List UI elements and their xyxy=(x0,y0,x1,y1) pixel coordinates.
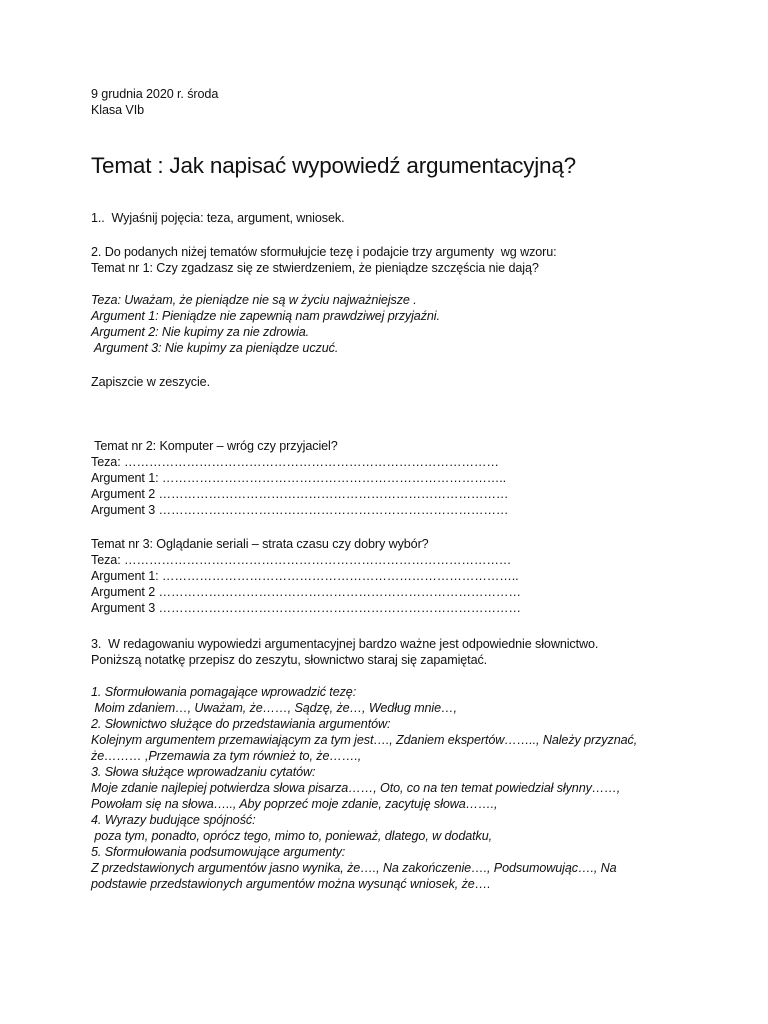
note-heading-5: 5. Sformułowania podsumowujące argumenty: xyxy=(91,845,346,859)
topic-3-title: Temat nr 3: Oglądanie seriali – strata czasu czy dobry wybór? xyxy=(91,537,429,551)
example-argument-1: Argument 1: Pieniądze nie zapewnią nam prawdziwej przyjaźni. xyxy=(91,309,440,323)
task-3-intro-line-2: Poniższą notatkę przepisz do zeszytu, słownictwo staraj się zapamiętać. xyxy=(91,653,488,667)
topic-2-title: Temat nr 2: Komputer – wróg czy przyjaciel? xyxy=(91,439,338,453)
note-heading-2: 2. Słownictwo służące do przedstawiania argumentów: xyxy=(91,717,391,731)
note-line: Kolejnym argumentem przemawiającym za tym jest…., Zdaniem ekspertów…….., Należy przyznać, xyxy=(91,733,638,747)
task-2-intro: 2. Do podanych niżej tematów sformułujcie tezę i podajcie trzy argumenty wg wzoru: xyxy=(91,245,557,259)
topic-2-argument-1-line: Argument 1: ……………………………………………………………………….. xyxy=(91,471,507,485)
note-line: Moim zdaniem…, Uważam, że……, Sądzę, że…, Według mnie…, xyxy=(91,701,457,715)
topic-2-thesis-line: Teza: ……………………………………………………………………………… xyxy=(91,455,499,469)
topic-3-argument-2-line: Argument 2 …………………………………………………………………………… xyxy=(91,585,521,599)
topic-1-title: Temat nr 1: Czy zgadzasz się ze stwierdzeniem, że pieniądze szczęścia nie dają? xyxy=(91,261,539,275)
page-title: Temat : Jak napisać wypowiedź argumentacyjną? xyxy=(91,153,577,178)
task-1: 1.. Wyjaśnij pojęcia: teza, argument, wniosek. xyxy=(91,211,345,225)
topic-2-argument-3-line: Argument 3 ………………………………………………………………………… xyxy=(91,503,509,517)
example-thesis: Teza: Uważam, że pieniądze nie są w życiu najważniejsze . xyxy=(91,293,417,307)
note-heading-3: 3. Słowa służące wprowadzaniu cytatów: xyxy=(91,765,316,779)
example-argument-2: Argument 2: Nie kupimy za nie zdrowia. xyxy=(91,325,310,339)
note-heading-4: 4. Wyrazy budujące spójność: xyxy=(91,813,256,827)
topic-2-argument-2-line: Argument 2 ………………………………………………………………………… xyxy=(91,487,509,501)
note-line: podstawie przedstawionych argumentów można wysunąć wniosek, że…. xyxy=(91,877,491,891)
task-3-intro-line-1: 3. W redagowaniu wypowiedzi argumentacyjnej bardzo ważne jest odpowiednie słownictwo. xyxy=(91,637,599,651)
class-line: Klasa VIb xyxy=(91,103,145,117)
note-line: Moje zdanie najlepiej potwierdza słowa pisarza……, Oto, co na ten temat powiedział słynny……, xyxy=(91,781,621,795)
note-heading-1: 1. Sformułowania pomagające wprowadzić tezę: xyxy=(91,685,357,699)
instruction-note: Zapiszcie w zeszycie. xyxy=(91,375,210,389)
example-argument-3: Argument 3: Nie kupimy za pieniądze uczuć. xyxy=(91,341,339,355)
note-line: że……… ,Przemawia za tym również to, że……., xyxy=(91,749,362,763)
date-line: 9 grudnia 2020 r. środa xyxy=(91,87,219,101)
note-line: poza tym, ponadto, oprócz tego, mimo to, ponieważ, dlatego, w dodatku, xyxy=(91,829,493,843)
note-line: Z przedstawionych argumentów jasno wynika, że…., Na zakończenie…., Podsumowując…., Na xyxy=(91,861,617,875)
note-line: Powołam się na słowa….., Aby poprzeć moje zdanie, zacytuję słowa……., xyxy=(91,797,498,811)
topic-3-argument-3-line: Argument 3 …………………………………………………………………………… xyxy=(91,601,521,615)
topic-3-thesis-line: Teza: ………………………………………………………………………………… xyxy=(91,553,512,567)
topic-3-argument-1-line: Argument 1: ………………………………………………………………………….. xyxy=(91,569,519,583)
